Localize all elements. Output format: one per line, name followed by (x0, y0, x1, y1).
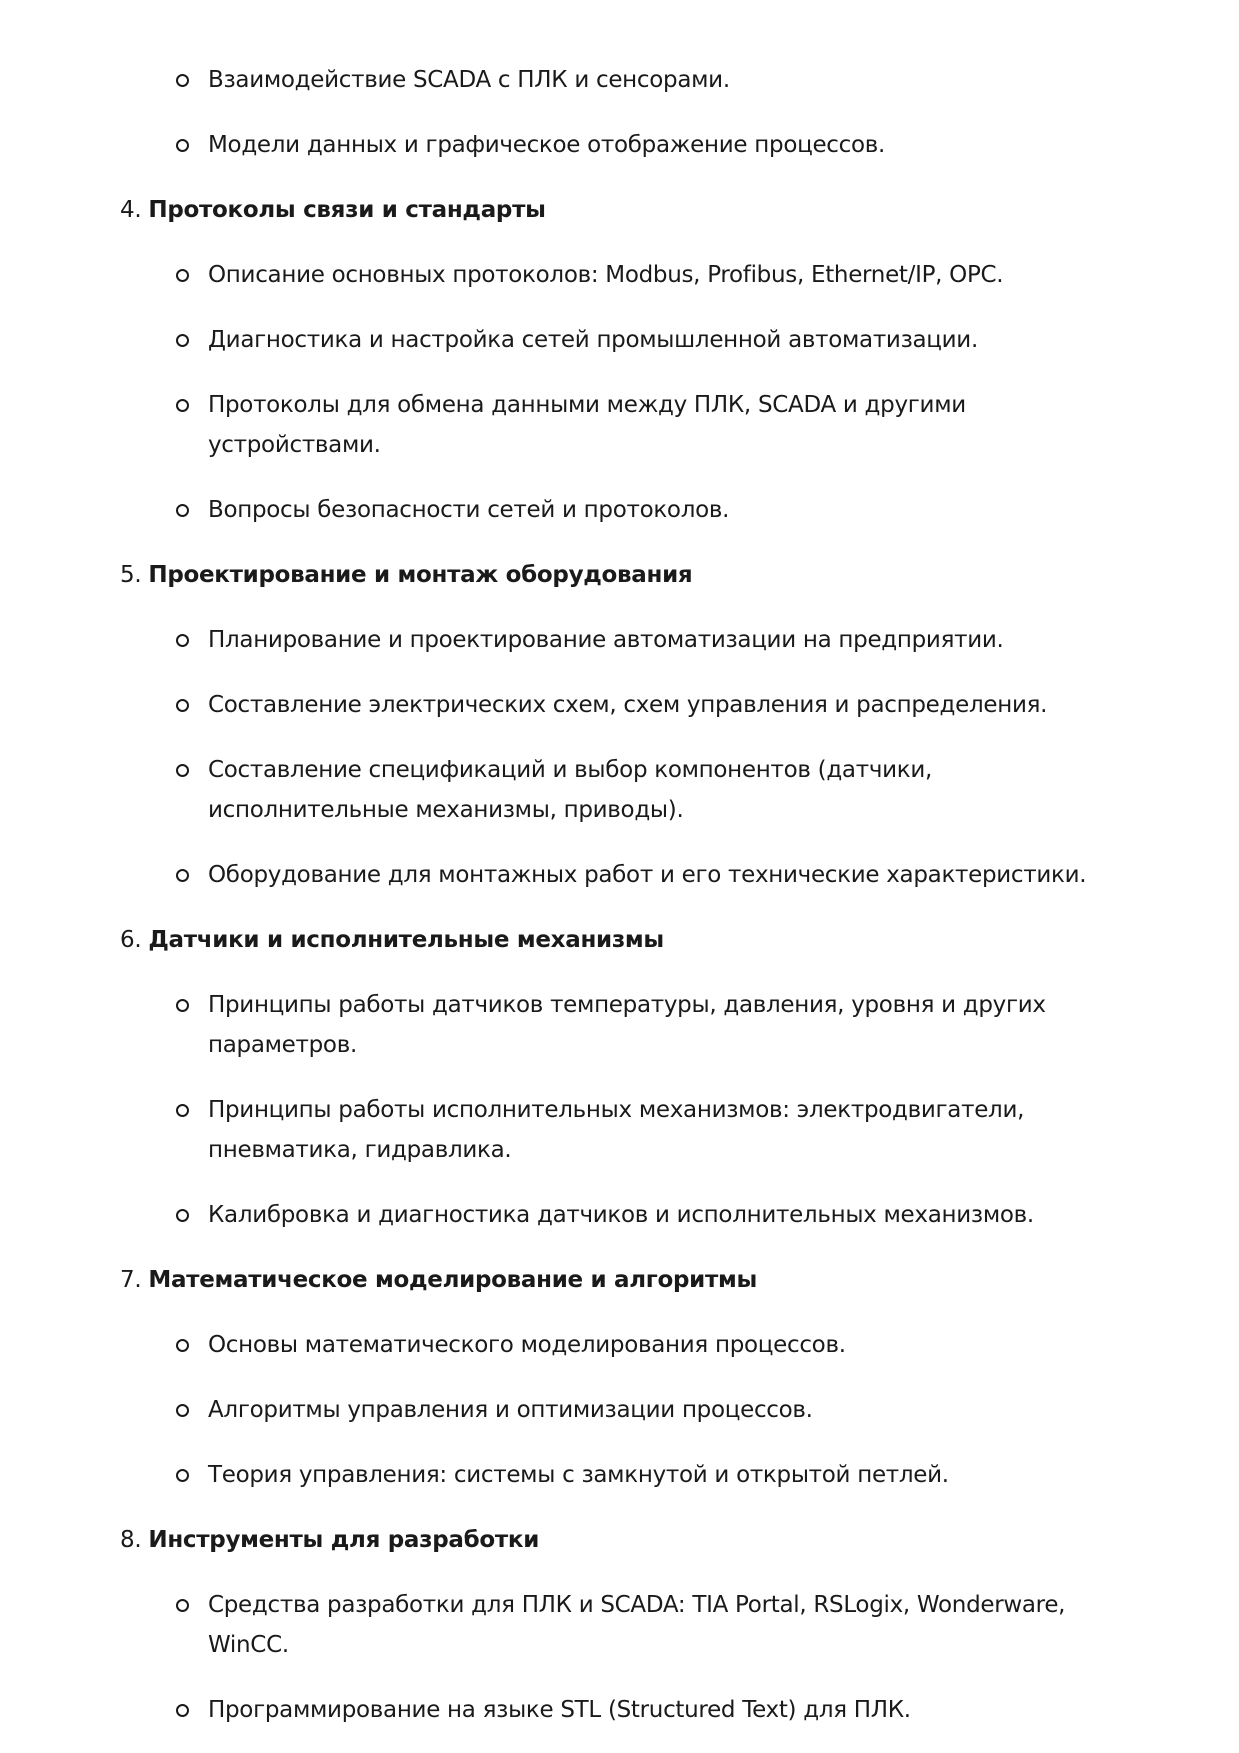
hollow-circle-bullet-icon (176, 74, 189, 87)
bullet-list (0, 985, 1239, 1235)
list-item (0, 685, 1239, 725)
section-heading (0, 1520, 1239, 1560)
hollow-circle-bullet-icon (176, 1704, 189, 1717)
section-heading (0, 190, 1239, 230)
section-heading (0, 920, 1239, 960)
hollow-circle-bullet-icon (176, 504, 189, 517)
list-item (0, 1390, 1239, 1430)
section-number: 6. (120, 927, 142, 953)
list-item (0, 855, 1239, 895)
section-title: Протоколы связи и стандарты (148, 197, 546, 223)
hollow-circle-bullet-icon (176, 334, 189, 347)
list-item (0, 750, 1239, 830)
section-8 (0, 1520, 1239, 1730)
section-7 (0, 1260, 1239, 1495)
list-item-text: Протоколы для обмена данными между ПЛК, SCADA и другими устройствами. (208, 392, 966, 458)
hollow-circle-bullet-icon (176, 1469, 189, 1482)
hollow-circle-bullet-icon (176, 999, 189, 1012)
list-item (0, 1325, 1239, 1365)
list-item-text: Составление электрических схем, схем управления и распределения. (208, 692, 1048, 718)
list-item-text: Диагностика и настройка сетей промышленной автоматизации. (208, 327, 978, 353)
bullet-list (0, 1585, 1239, 1730)
section-4 (0, 190, 1239, 530)
list-item-text: Модели данных и графическое отображение процессов. (208, 132, 886, 158)
list-item (0, 620, 1239, 660)
section-title: Датчики и исполнительные механизмы (148, 927, 664, 953)
hollow-circle-bullet-icon (176, 634, 189, 647)
list-item (0, 320, 1239, 360)
section-title: Инструменты для разработки (148, 1527, 540, 1553)
list-item (0, 60, 1239, 100)
list-item-text: Средства разработки для ПЛК и SCADA: TIA Portal, RSLogix, Wonderware, WinCC. (208, 1592, 1066, 1658)
hollow-circle-bullet-icon (176, 399, 189, 412)
hollow-circle-bullet-icon (176, 699, 189, 712)
hollow-circle-bullet-icon (176, 1209, 189, 1222)
list-item (0, 490, 1239, 530)
section-number: 7. (120, 1267, 142, 1293)
bullet-list (0, 620, 1239, 895)
list-item (0, 1090, 1239, 1170)
bullet-list (0, 60, 1239, 165)
list-item (0, 1195, 1239, 1235)
hollow-circle-bullet-icon (176, 1104, 189, 1117)
list-item-text: Описание основных протоколов: Modbus, Profibus, Ethernet/IP, OPC. (208, 262, 1004, 288)
list-item-text: Калибровка и диагностика датчиков и исполнительных механизмов. (208, 1202, 1034, 1228)
list-item (0, 125, 1239, 165)
hollow-circle-bullet-icon (176, 1339, 189, 1352)
hollow-circle-bullet-icon (176, 869, 189, 882)
section-heading (0, 555, 1239, 595)
list-item-text: Взаимодействие SCADA с ПЛК и сенсорами. (208, 67, 730, 93)
section-heading (0, 1260, 1239, 1300)
hollow-circle-bullet-icon (176, 1599, 189, 1612)
bullet-list (0, 255, 1239, 530)
list-item (0, 1585, 1239, 1665)
section-number: 4. (120, 197, 142, 223)
hollow-circle-bullet-icon (176, 269, 189, 282)
list-item-text: Принципы работы датчиков температуры, давления, уровня и других параметров. (208, 992, 1046, 1058)
list-item-text: Принципы работы исполнительных механизмов: электродвигатели, пневматика, гидравлика. (208, 1097, 1025, 1163)
section-5 (0, 555, 1239, 895)
hollow-circle-bullet-icon (176, 139, 189, 152)
bullet-list (0, 1325, 1239, 1495)
list-item-text: Основы математического моделирования процессов. (208, 1332, 846, 1358)
list-item-text: Вопросы безопасности сетей и протоколов. (208, 497, 730, 523)
hollow-circle-bullet-icon (176, 1404, 189, 1417)
section-title: Математическое моделирование и алгоритмы (148, 1267, 758, 1293)
list-item-text: Программирование на языке STL (Structured Text) для ПЛК. (208, 1697, 911, 1723)
section-number: 5. (120, 562, 142, 588)
list-item-text: Алгоритмы управления и оптимизации процессов. (208, 1397, 813, 1423)
list-item (0, 255, 1239, 295)
section-6 (0, 920, 1239, 1235)
list-item (0, 385, 1239, 465)
section-number: 8. (120, 1527, 142, 1553)
continued-section (0, 0, 1239, 165)
list-item-text: Оборудование для монтажных работ и его технические характеристики. (208, 862, 1087, 888)
list-item (0, 1690, 1239, 1730)
list-item-text: Составление спецификаций и выбор компонентов (датчики, исполнительные механизмы, приводы). (208, 757, 933, 823)
list-item-text: Теория управления: системы с замкнутой и открытой петлей. (208, 1462, 949, 1488)
hollow-circle-bullet-icon (176, 764, 189, 777)
list-item (0, 1455, 1239, 1495)
list-item (0, 985, 1239, 1065)
section-title: Проектирование и монтаж оборудования (148, 562, 693, 588)
list-item-text: Планирование и проектирование автоматизации на предприятии. (208, 627, 1004, 653)
